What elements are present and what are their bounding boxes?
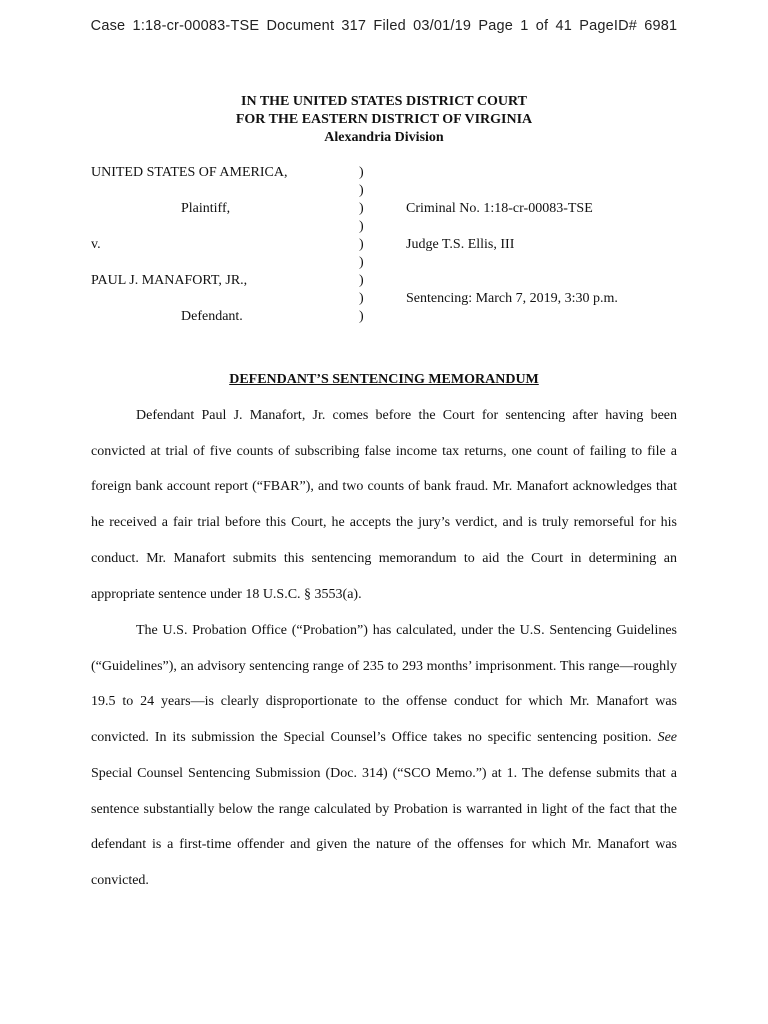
judge-name: Judge T.S. Ellis, III <box>406 237 515 252</box>
court-division: Alexandria Division <box>324 130 444 145</box>
defendant-role: Defendant. <box>181 309 243 324</box>
paragraph-text: Defendant Paul J. Manafort, Jr. comes before the Court for sentencing after having been convicted at trial of five counts of subscribing false income tax returns, one count of failing to file a foreign bank account report (“FBAR”), and two counts of bank fraud. Mr. Manafort acknowledges that he received a fair trial before this Court, he accepts the jury’s verdict, and is truly remorseful for his conduct. Mr. Manafort submits this sentencing memorandum to aid the Court in determining an appropriate sentence under 18 U.S.C. § 3553(a). <box>91 408 677 602</box>
caption-paren: ) <box>359 201 364 216</box>
paragraph-segment: Special Counsel Sentencing Submission (Doc. 314) (“SCO Memo.”) at 1. The defense submits that a sentence substantially below the range calculated by Probation is warranted in light of the fact that the defendant is a first-time offender and given the nature of the offenses for which Mr. Manafort was convicted. <box>91 765 677 888</box>
defendant-name: PAUL J. MANAFORT, JR., <box>91 273 248 288</box>
caption-paren: ) <box>359 237 364 252</box>
citation-signal: See <box>657 730 677 746</box>
caption-paren: ) <box>359 309 364 324</box>
criminal-number: Criminal No. 1:18-cr-00083-TSE <box>406 201 593 216</box>
court-heading <box>0 93 768 147</box>
caption-paren: ) <box>359 255 364 270</box>
sentencing-date: Sentencing: March 7, 2019, 3:30 p.m. <box>406 291 618 306</box>
paragraph-intro <box>91 398 677 612</box>
plaintiff-role: Plaintiff, <box>181 201 231 216</box>
court-district: FOR THE EASTERN DISTRICT OF VIRGINIA <box>235 112 533 127</box>
caption-paren: ) <box>359 183 364 198</box>
paragraph-text <box>91 613 677 899</box>
document-title: DEFENDANT’S SENTENCING MEMORANDUM <box>229 372 539 387</box>
court-name: IN THE UNITED STATES DISTRICT COURT <box>241 94 527 109</box>
paragraph-segment: The U.S. Probation Office (“Probation”) has calculated, under the U.S. Sentencing Guidelines (“Guidelines”), an advisory sentencing range of 235 to 293 months’ imprisonment. This range—roughly 19.5 to 24 years—is clearly disproportionate to the offense conduct for which Mr. Manafort was convicted. In its submission the Special Counsel’s Office takes no specific sentencing position. <box>91 623 677 746</box>
paragraph-guidelines <box>91 613 677 899</box>
caption-paren: ) <box>359 219 364 234</box>
plaintiff-name: UNITED STATES OF AMERICA, <box>91 165 288 180</box>
case-caption <box>91 164 691 328</box>
caption-paren: ) <box>359 273 364 288</box>
case-header: Case 1:18-cr-00083-TSE Document 317 Filed 03/01/19 Page 1 of 41 PageID# 6981 <box>90 18 678 34</box>
caption-paren: ) <box>359 165 364 180</box>
versus-label: v. <box>91 237 101 252</box>
caption-paren: ) <box>359 291 364 306</box>
